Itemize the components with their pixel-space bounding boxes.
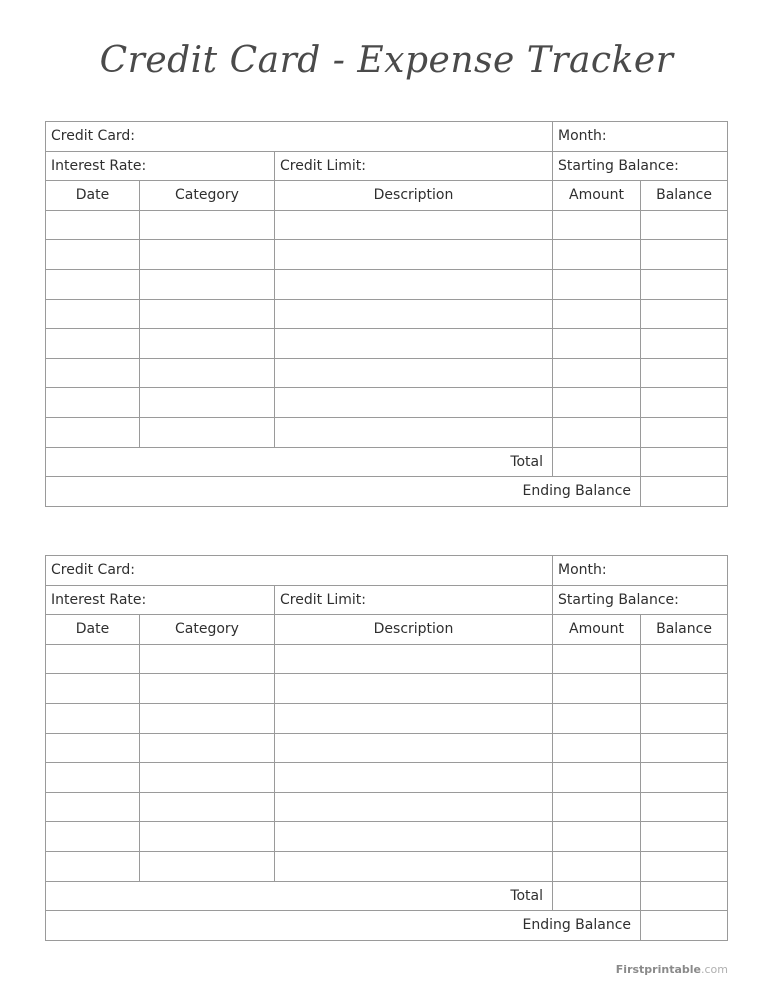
total-label: Total bbox=[46, 447, 553, 477]
table-row bbox=[46, 210, 728, 240]
description-cell[interactable] bbox=[275, 792, 553, 822]
ending-balance-label: Ending Balance bbox=[46, 477, 641, 507]
description-cell[interactable] bbox=[275, 269, 553, 299]
date-cell[interactable] bbox=[46, 763, 140, 793]
date-cell[interactable] bbox=[46, 417, 140, 447]
table-row bbox=[46, 822, 728, 852]
column-header-balance: Balance bbox=[641, 181, 728, 211]
column-header-date: Date bbox=[46, 181, 140, 211]
interest-rate-field[interactable] bbox=[46, 151, 275, 181]
balance-cell[interactable] bbox=[641, 822, 728, 852]
amount-cell[interactable] bbox=[553, 417, 641, 447]
table-row bbox=[46, 240, 728, 270]
description-cell[interactable] bbox=[275, 703, 553, 733]
date-cell[interactable] bbox=[46, 240, 140, 270]
category-cell[interactable] bbox=[140, 269, 275, 299]
date-cell[interactable] bbox=[46, 674, 140, 704]
credit-limit-label: Credit Limit: bbox=[280, 157, 366, 174]
table-row bbox=[46, 388, 728, 418]
expense-tracker-2 bbox=[45, 555, 727, 941]
amount-cell[interactable] bbox=[553, 644, 641, 674]
credit-card-field[interactable] bbox=[46, 556, 553, 586]
page-title: Credit Card - Expense Tracker bbox=[99, 40, 674, 81]
category-cell[interactable] bbox=[140, 388, 275, 418]
credit-card-label: Credit Card: bbox=[51, 562, 136, 579]
credit-limit-label: Credit Limit: bbox=[280, 591, 366, 608]
description-cell[interactable] bbox=[275, 210, 553, 240]
date-cell[interactable] bbox=[46, 792, 140, 822]
column-header-description: Description bbox=[275, 615, 553, 645]
amount-cell[interactable] bbox=[553, 240, 641, 270]
amount-cell[interactable] bbox=[553, 822, 641, 852]
category-cell[interactable] bbox=[140, 417, 275, 447]
category-cell[interactable] bbox=[140, 733, 275, 763]
description-cell[interactable] bbox=[275, 299, 553, 329]
date-cell[interactable] bbox=[46, 644, 140, 674]
footer-brand-name: Firstprintable bbox=[615, 963, 701, 976]
date-cell[interactable] bbox=[46, 299, 140, 329]
starting-balance-label: Starting Balance: bbox=[558, 591, 679, 608]
total-balance-cell[interactable] bbox=[641, 881, 728, 911]
category-cell[interactable] bbox=[140, 299, 275, 329]
balance-cell[interactable] bbox=[641, 388, 728, 418]
balance-cell[interactable] bbox=[641, 240, 728, 270]
balance-cell[interactable] bbox=[641, 763, 728, 793]
table-row bbox=[46, 851, 728, 881]
description-cell[interactable] bbox=[275, 644, 553, 674]
amount-cell[interactable] bbox=[553, 792, 641, 822]
interest-rate-label: Interest Rate: bbox=[51, 591, 147, 608]
category-cell[interactable] bbox=[140, 674, 275, 704]
date-cell[interactable] bbox=[46, 733, 140, 763]
footer-domain: .com bbox=[701, 963, 728, 976]
starting-balance-label: Starting Balance: bbox=[558, 157, 679, 174]
description-cell[interactable] bbox=[275, 417, 553, 447]
balance-cell[interactable] bbox=[641, 210, 728, 240]
category-cell[interactable] bbox=[140, 703, 275, 733]
total-label: Total bbox=[46, 881, 553, 911]
column-header-amount: Amount bbox=[553, 615, 641, 645]
description-cell[interactable] bbox=[275, 674, 553, 704]
month-field[interactable] bbox=[553, 122, 728, 152]
balance-cell[interactable] bbox=[641, 644, 728, 674]
month-field[interactable] bbox=[553, 556, 728, 586]
amount-cell[interactable] bbox=[553, 269, 641, 299]
column-header-category: Category bbox=[140, 181, 275, 211]
amount-cell[interactable] bbox=[553, 329, 641, 359]
date-cell[interactable] bbox=[46, 388, 140, 418]
table-row bbox=[46, 674, 728, 704]
amount-cell[interactable] bbox=[553, 851, 641, 881]
total-amount-cell[interactable] bbox=[553, 447, 641, 477]
footer-brand bbox=[616, 963, 728, 976]
interest-rate-label: Interest Rate: bbox=[51, 157, 147, 174]
table-row bbox=[46, 733, 728, 763]
interest-rate-field[interactable] bbox=[46, 585, 275, 615]
table-row bbox=[46, 269, 728, 299]
credit-limit-field[interactable] bbox=[275, 151, 553, 181]
description-cell[interactable] bbox=[275, 733, 553, 763]
balance-cell[interactable] bbox=[641, 733, 728, 763]
amount-cell[interactable] bbox=[553, 733, 641, 763]
month-label: Month: bbox=[558, 562, 607, 579]
category-cell[interactable] bbox=[140, 240, 275, 270]
table-row bbox=[46, 763, 728, 793]
date-cell[interactable] bbox=[46, 210, 140, 240]
category-cell[interactable] bbox=[140, 763, 275, 793]
balance-cell[interactable] bbox=[641, 792, 728, 822]
description-cell[interactable] bbox=[275, 763, 553, 793]
description-cell[interactable] bbox=[275, 240, 553, 270]
total-amount-cell[interactable] bbox=[553, 881, 641, 911]
starting-balance-field[interactable] bbox=[553, 585, 728, 615]
credit-card-field[interactable] bbox=[46, 122, 553, 152]
category-cell[interactable] bbox=[140, 358, 275, 388]
category-cell[interactable] bbox=[140, 329, 275, 359]
starting-balance-field[interactable] bbox=[553, 151, 728, 181]
table-row bbox=[46, 417, 728, 447]
category-cell[interactable] bbox=[140, 822, 275, 852]
balance-cell[interactable] bbox=[641, 329, 728, 359]
description-cell[interactable] bbox=[275, 851, 553, 881]
ending-balance-cell[interactable] bbox=[641, 911, 728, 941]
column-header-description: Description bbox=[275, 181, 553, 211]
description-cell[interactable] bbox=[275, 358, 553, 388]
table-row bbox=[46, 329, 728, 359]
description-cell[interactable] bbox=[275, 329, 553, 359]
table-row bbox=[46, 358, 728, 388]
category-cell[interactable] bbox=[140, 210, 275, 240]
balance-cell[interactable] bbox=[641, 674, 728, 704]
expense-tracker-1 bbox=[45, 121, 727, 507]
amount-cell[interactable] bbox=[553, 358, 641, 388]
amount-cell[interactable] bbox=[553, 763, 641, 793]
balance-cell[interactable] bbox=[641, 358, 728, 388]
date-cell[interactable] bbox=[46, 329, 140, 359]
column-header-date: Date bbox=[46, 615, 140, 645]
total-balance-cell[interactable] bbox=[641, 447, 728, 477]
balance-cell[interactable] bbox=[641, 299, 728, 329]
column-header-amount: Amount bbox=[553, 181, 641, 211]
description-cell[interactable] bbox=[275, 822, 553, 852]
balance-cell[interactable] bbox=[641, 703, 728, 733]
date-cell[interactable] bbox=[46, 851, 140, 881]
amount-cell[interactable] bbox=[553, 388, 641, 418]
amount-cell[interactable] bbox=[553, 703, 641, 733]
credit-card-label: Credit Card: bbox=[51, 128, 136, 145]
ending-balance-cell[interactable] bbox=[641, 477, 728, 507]
category-cell[interactable] bbox=[140, 851, 275, 881]
amount-cell[interactable] bbox=[553, 674, 641, 704]
balance-cell[interactable] bbox=[641, 417, 728, 447]
table-row bbox=[46, 299, 728, 329]
date-cell[interactable] bbox=[46, 358, 140, 388]
table-row bbox=[46, 644, 728, 674]
date-cell[interactable] bbox=[46, 703, 140, 733]
amount-cell[interactable] bbox=[553, 210, 641, 240]
ending-balance-label: Ending Balance bbox=[46, 911, 641, 941]
credit-limit-field[interactable] bbox=[275, 585, 553, 615]
column-header-category: Category bbox=[140, 615, 275, 645]
category-cell[interactable] bbox=[140, 792, 275, 822]
date-cell[interactable] bbox=[46, 269, 140, 299]
balance-cell[interactable] bbox=[641, 269, 728, 299]
amount-cell[interactable] bbox=[553, 299, 641, 329]
month-label: Month: bbox=[558, 128, 607, 145]
description-cell[interactable] bbox=[275, 388, 553, 418]
table-row bbox=[46, 703, 728, 733]
category-cell[interactable] bbox=[140, 644, 275, 674]
date-cell[interactable] bbox=[46, 822, 140, 852]
table-row bbox=[46, 792, 728, 822]
column-header-balance: Balance bbox=[641, 615, 728, 645]
balance-cell[interactable] bbox=[641, 851, 728, 881]
